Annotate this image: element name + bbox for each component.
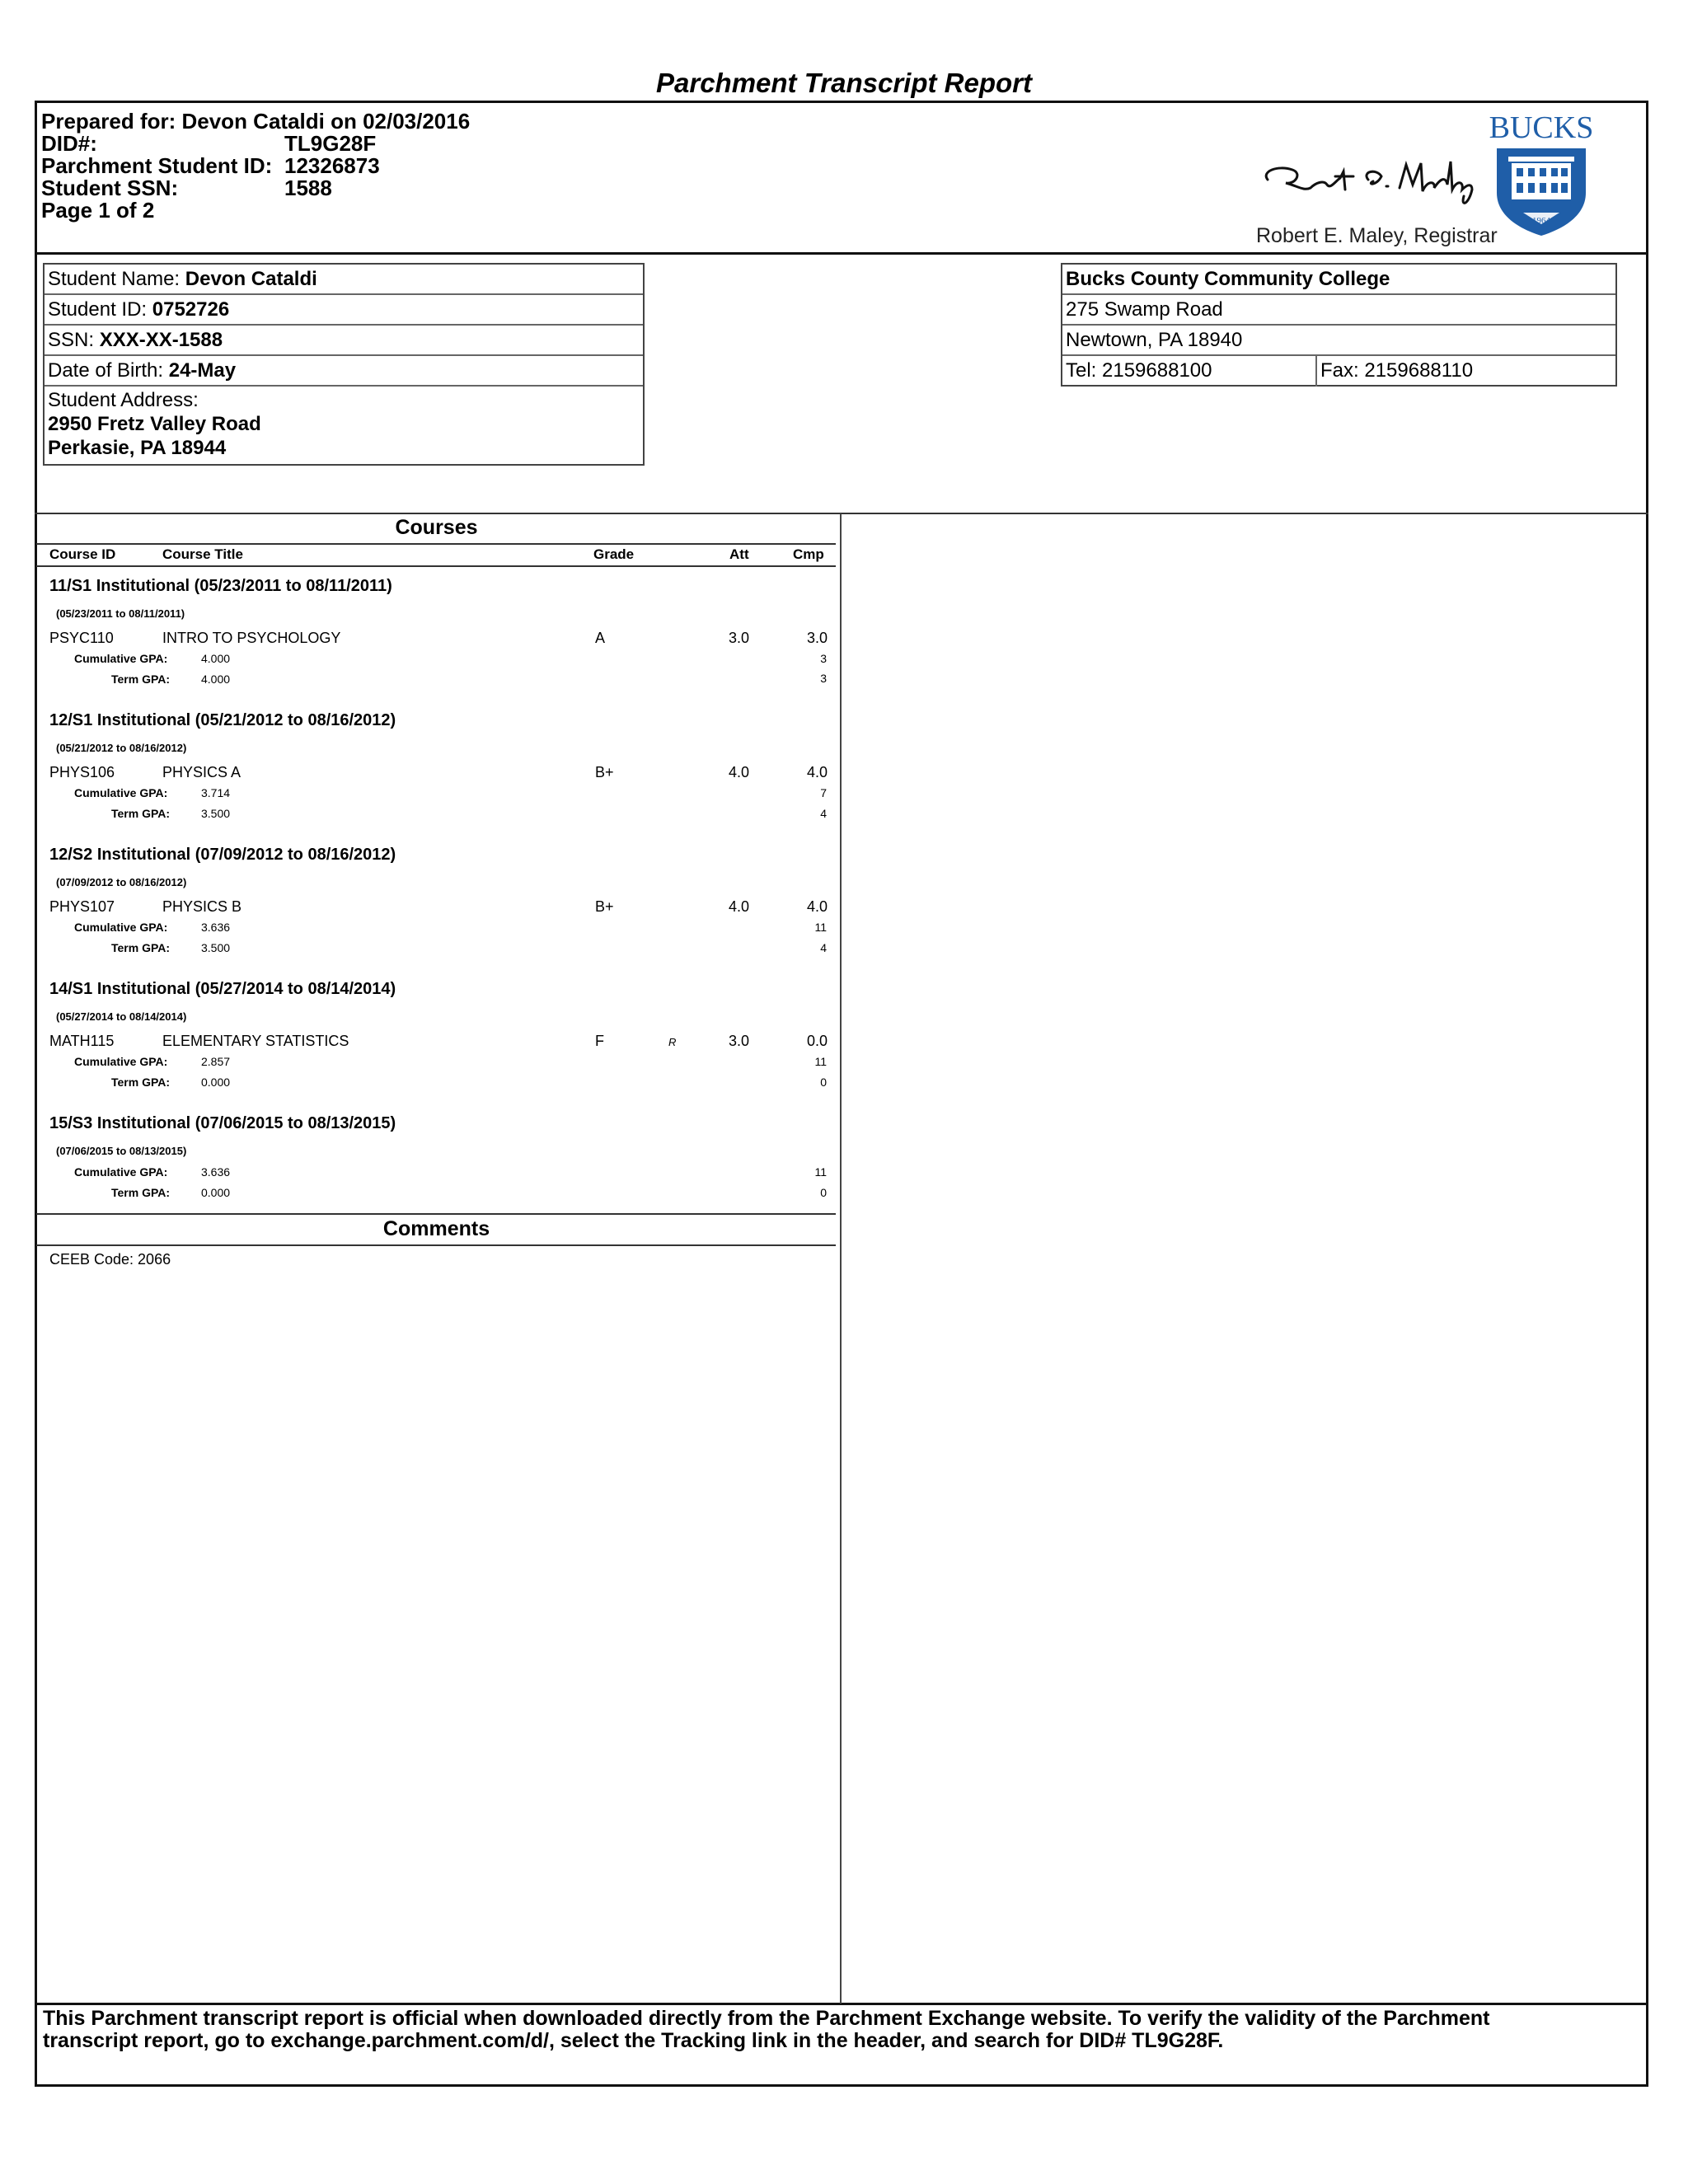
repeat-flag: R (668, 1036, 677, 1048)
school-name: Bucks County Community College (1062, 265, 1615, 295)
term-gpa: 0.000 (201, 1076, 231, 1089)
term-title: 12/S2 Institutional (07/09/2012 to 08/16/2012) (49, 846, 396, 864)
course-grade: B+ (595, 764, 614, 780)
ceeb-code: CEEB Code: 2066 (49, 1251, 171, 1268)
school-tel: Tel: 2159688100 (1066, 359, 1212, 382)
prepared-for-line: Prepared for: Devon Cataldi on 02/03/2016 (41, 109, 471, 134)
cumulative-gpa-label: Cumulative GPA: (74, 1055, 168, 1068)
header-divider (35, 252, 1648, 255)
course-grade: B+ (595, 898, 614, 915)
school-info-box (1061, 263, 1617, 387)
address-line-1: 2950 Fretz Valley Road (48, 413, 261, 435)
course-id: PSYC110 (49, 630, 114, 646)
term-gpa-label: Term GPA: (111, 941, 171, 954)
term-dates: (07/06/2015 to 08/13/2015) (56, 1145, 187, 1157)
student-name-label: Student Name: (48, 268, 185, 290)
course-id: PHYS107 (49, 898, 115, 915)
term-gpa-label: Term GPA: (111, 1076, 171, 1089)
cumulative-cmp: 3 (820, 672, 827, 685)
course-grade: A (595, 630, 606, 646)
course-cmp: 4.0 (806, 764, 828, 780)
report-title: Parchment Transcript Report (655, 68, 1032, 98)
courses-heading: Courses (395, 516, 478, 539)
school-city: Newtown, PA 18940 (1062, 326, 1615, 356)
courses-heading-rule (36, 543, 836, 545)
address-block (45, 387, 643, 460)
address-label: Student Address: (48, 389, 199, 411)
footer-line-1: This Parchment transcript report is official when downloaded directly from the Parchment Exchange website. To verify the validity of the Parchment (43, 2007, 1490, 2030)
col-course-title: Course Title (162, 546, 243, 562)
col-grade: Grade (593, 546, 635, 562)
term-title: 12/S1 Institutional (05/21/2012 to 08/16/2012) (49, 711, 396, 729)
comments-top-rule (36, 1213, 836, 1215)
registrar-caption: Robert E. Maley, Registrar (1256, 224, 1498, 247)
course-title: PHYSICS B (162, 898, 242, 915)
course-att: 4.0 (729, 898, 750, 915)
term-gpa: 0.000 (201, 1186, 231, 1199)
bucks-logo (1484, 112, 1599, 240)
cumulative-cmp: 11 (814, 921, 827, 934)
registrar-signature (1253, 147, 1484, 213)
cumulative-gpa: 3.714 (201, 786, 231, 799)
cumulative-gpa-label: Cumulative GPA: (74, 921, 168, 934)
cumulative-gpa: 3.636 (201, 921, 231, 934)
course-id: MATH115 (49, 1033, 115, 1049)
cumulative-gpa-label: Cumulative GPA: (74, 652, 168, 665)
did-label: DID#: (41, 131, 97, 156)
course-cmp: 4.0 (806, 898, 828, 915)
term-title: 11/S1 Institutional (05/23/2011 to 08/11/2011) (49, 577, 392, 595)
parchment-id-value: 12326873 (284, 153, 380, 178)
dob-row (45, 356, 643, 387)
ssn-label: SSN: (48, 329, 100, 351)
cumulative-gpa-label: Cumulative GPA: (74, 786, 168, 799)
term-cmp: 0 (820, 1186, 827, 1199)
logo-year: 1964 (1532, 216, 1550, 226)
term-dates: (07/09/2012 to 08/16/2012) (56, 876, 187, 888)
student-ssn-label: Student SSN: (41, 176, 179, 200)
student-info-box (43, 263, 645, 466)
term-cmp: 0 (820, 1076, 827, 1089)
col-cmp: Cmp (793, 546, 824, 562)
col-course-id: Course ID (49, 546, 116, 562)
term-gpa-label: Term GPA: (111, 1186, 171, 1199)
term-gpa: 3.500 (201, 941, 231, 954)
comments-heading: Comments (382, 1217, 490, 1240)
term-gpa-label: Term GPA: (111, 807, 171, 820)
address-line-2: Perkasie, PA 18944 (48, 437, 227, 459)
ssn-value: XXX-XX-1588 (99, 329, 223, 351)
course-title: INTRO TO PSYCHOLOGY (162, 630, 341, 646)
parchment-id-label: Parchment Student ID: (41, 153, 273, 178)
course-cmp: 3.0 (806, 630, 828, 646)
prepared-for-block (41, 110, 470, 222)
term-title: 15/S3 Institutional (07/06/2015 to 08/13/2015) (49, 1114, 396, 1132)
course-id: PHYS106 (49, 764, 115, 780)
term-dates: (05/23/2011 to 08/11/2011) (56, 607, 185, 620)
course-att: 3.0 (729, 1033, 750, 1049)
cumulative-cmp: 11 (814, 1165, 827, 1179)
student-id-label: Student ID: (48, 298, 152, 321)
comments-heading-rule (36, 1244, 836, 1246)
did-value: TL9G28F (284, 131, 377, 156)
course-title: ELEMENTARY STATISTICS (162, 1033, 349, 1049)
ssn-row (45, 326, 643, 356)
term-cmp: 4 (820, 807, 827, 820)
term-gpa: 3.500 (201, 807, 231, 820)
term-gpa-label: Term GPA: (111, 673, 171, 686)
col-att: Att (729, 546, 749, 562)
course-att: 3.0 (729, 630, 750, 646)
logo-wordmark: BUCKS (1489, 110, 1594, 145)
course-grade: F (595, 1033, 604, 1049)
cumulative-cmp: 11 (814, 1055, 827, 1068)
term-title: 14/S1 Institutional (05/27/2014 to 08/14/2014) (49, 980, 396, 998)
course-cmp: 0.0 (806, 1033, 828, 1049)
dob-value: 24-May (168, 359, 237, 382)
term-cmp: 4 (820, 941, 827, 954)
courses-header-rule (36, 565, 836, 567)
student-id: 0752726 (152, 298, 230, 321)
cumulative-gpa: 4.000 (201, 652, 231, 665)
student-name: Devon Cataldi (185, 268, 317, 290)
cumulative-gpa: 3.636 (201, 1165, 231, 1179)
school-street: 275 Swamp Road (1062, 295, 1615, 326)
dob-label: Date of Birth: (48, 359, 169, 382)
cumulative-cmp: 7 (820, 786, 827, 799)
column-divider (840, 513, 842, 2004)
footer-notice (43, 2008, 1647, 2052)
page-indicator: Page 1 of 2 (41, 198, 155, 223)
school-fax: Fax: 2159688110 (1315, 356, 1473, 387)
course-att: 4.0 (729, 764, 750, 780)
term-dates: (05/27/2014 to 08/14/2014) (56, 1010, 187, 1023)
student-name-row (45, 265, 643, 295)
term-gpa: 4.000 (201, 673, 231, 686)
term-dates: (05/21/2012 to 08/16/2012) (56, 742, 187, 754)
info-divider (35, 513, 1648, 514)
school-phone-row (1062, 356, 1615, 387)
term-cmp: 3 (820, 652, 827, 665)
footer-line-2: transcript report, go to exchange.parchment.com/d/, select the Tracking link in the header, and search for DID# TL9G28F. (43, 2029, 1224, 2052)
cumulative-gpa-label: Cumulative GPA: (74, 1165, 168, 1179)
footer-divider (35, 2003, 1648, 2005)
cumulative-gpa: 2.857 (201, 1055, 231, 1068)
student-id-row (45, 295, 643, 326)
course-title: PHYSICS A (162, 764, 241, 780)
student-ssn-value: 1588 (284, 176, 332, 200)
